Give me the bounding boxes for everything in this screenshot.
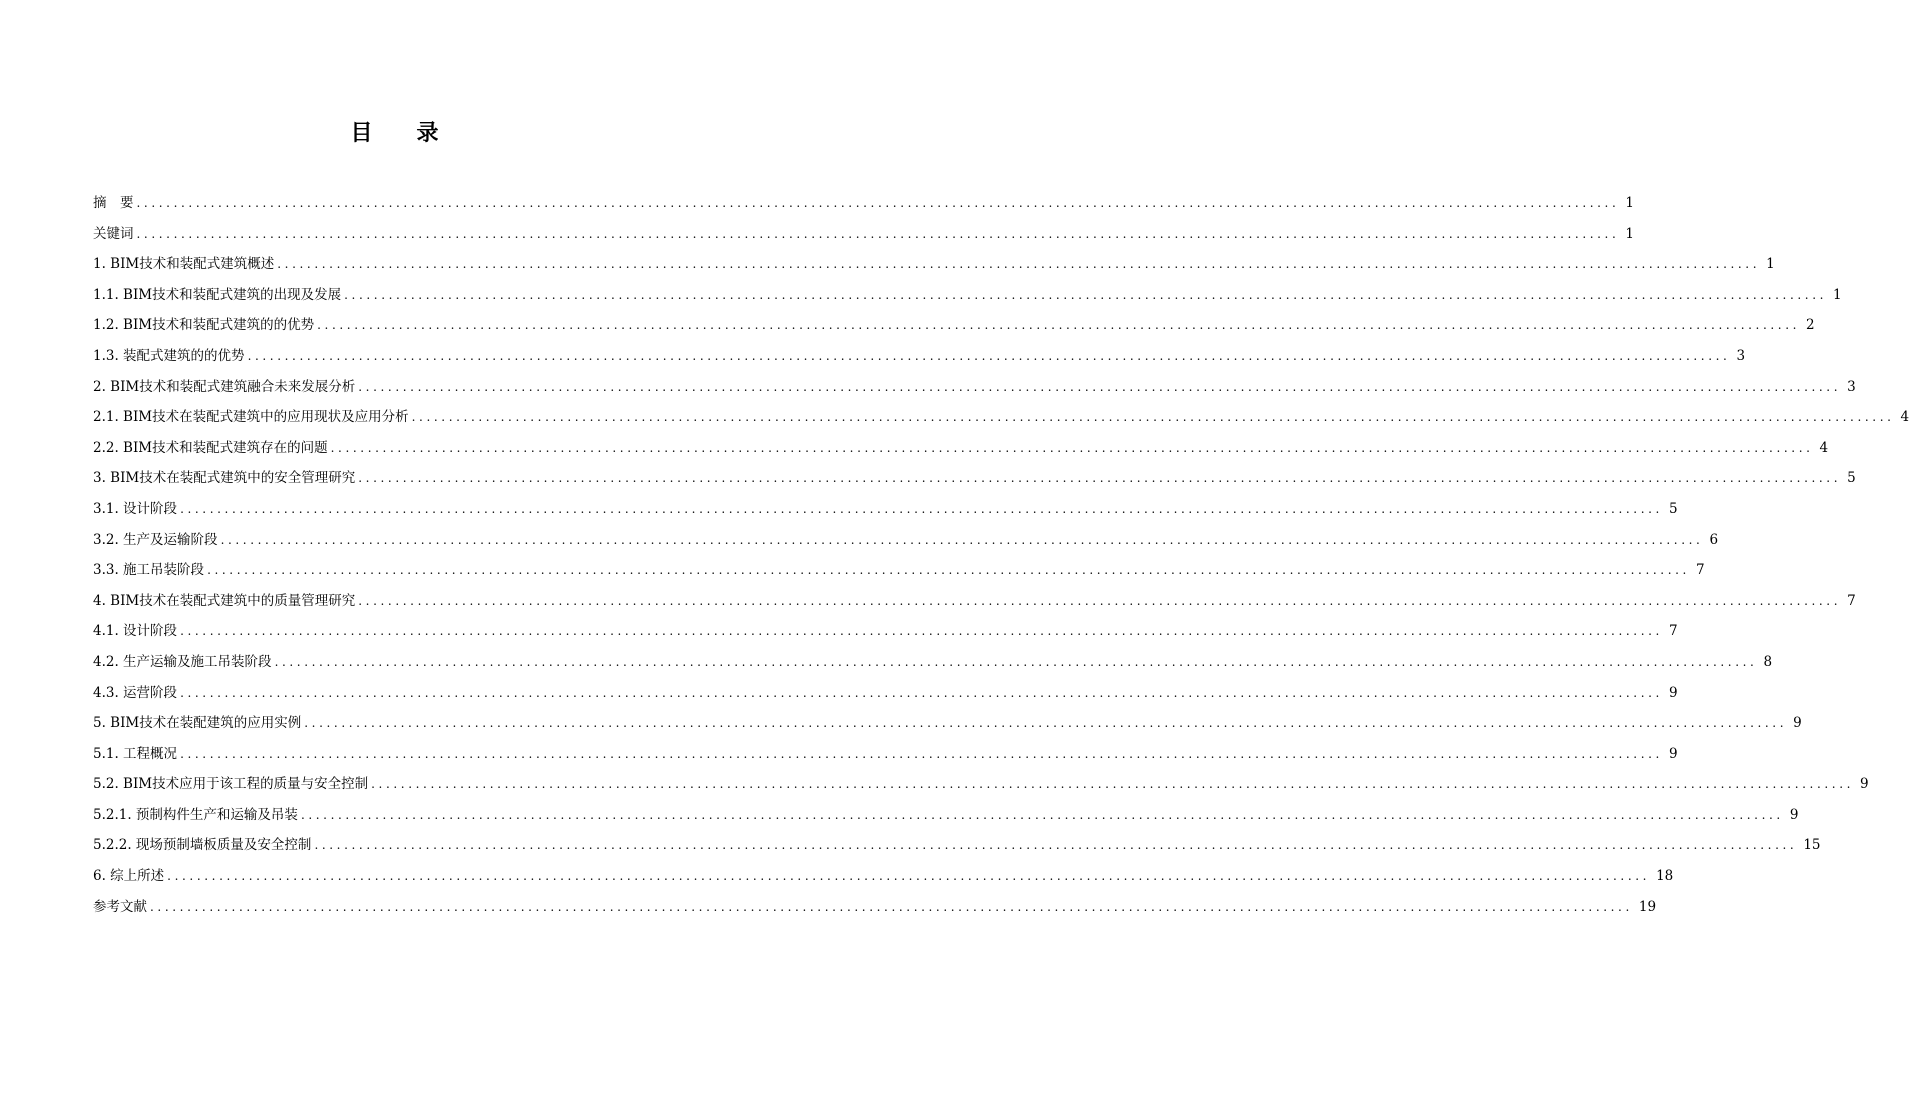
- toc-dot-leader: ........................................................................................................................................................................................................: [314, 838, 1798, 853]
- toc-entry[interactable]: [93, 219, 1634, 250]
- toc-entry[interactable]: [93, 708, 1802, 739]
- toc-entry[interactable]: [93, 433, 1829, 464]
- toc-entry-label: 关键词: [93, 225, 134, 242]
- toc-entry[interactable]: [93, 525, 1719, 556]
- toc-entry-label: 5.2.2. 现场预制墙板质量及安全控制: [93, 837, 312, 854]
- toc-entry[interactable]: [93, 372, 1856, 403]
- toc-entry-label: 5.2.1. 预制构件生产和运输及吊装: [93, 806, 298, 823]
- toc-dot-leader: ........................................................................................................................................................................................................: [180, 624, 1663, 639]
- toc-entry-page-number: 1: [1766, 256, 1775, 273]
- toc-entry-page-number: 9: [1793, 715, 1802, 732]
- toc-entry-page-number: 7: [1847, 592, 1856, 609]
- toc-entry[interactable]: [93, 678, 1678, 709]
- toc-entry[interactable]: [93, 739, 1678, 770]
- toc-dot-leader: ........................................................................................................................................................................................................: [167, 869, 1651, 884]
- toc-entry[interactable]: [93, 800, 1799, 831]
- toc-entry[interactable]: [93, 892, 1657, 923]
- toc-dot-leader: ........................................................................................................................................................................................................: [247, 348, 1731, 363]
- toc-entry-label: 1.1. BIM技术和装配式建筑的出现及发展: [93, 286, 342, 303]
- toc-entry[interactable]: [93, 280, 1842, 311]
- toc-entry-page-number: 1: [1833, 286, 1842, 303]
- toc-entry-label: 3.1. 设计阶段: [93, 500, 178, 517]
- toc-entry[interactable]: [93, 555, 1705, 586]
- toc-title: [0, 118, 789, 150]
- toc-dot-leader: ........................................................................................................................................................................................................: [358, 471, 1842, 486]
- toc-entry-label: 4.3. 运营阶段: [93, 684, 178, 701]
- toc-dot-leader: ........................................................................................................................................................................................................: [330, 440, 1814, 455]
- toc-entry-page-number: 18: [1656, 868, 1674, 885]
- toc-entry[interactable]: [93, 188, 1634, 219]
- toc-dot-leader: ........................................................................................................................................................................................................: [207, 563, 1690, 578]
- toc-entry[interactable]: [93, 310, 1815, 341]
- toc-entry-page-number: 5: [1668, 500, 1678, 517]
- toc-dot-leader: ........................................................................................................................................................................................................: [136, 226, 1620, 241]
- toc-entry-page-number: 2: [1806, 317, 1815, 334]
- toc-entry-label: 4. BIM技术在装配式建筑中的质量管理研究: [93, 592, 356, 609]
- toc-dot-leader: ........................................................................................................................................................................................................: [220, 532, 1704, 547]
- toc-dot-leader: ........................................................................................................................................................................................................: [358, 593, 1842, 608]
- table-of-contents: [93, 188, 1909, 922]
- toc-entry-page-number: 1: [1625, 195, 1634, 211]
- toc-entry[interactable]: [93, 647, 1773, 678]
- toc-entry[interactable]: [93, 830, 1821, 861]
- toc-entry-page-number: 19: [1638, 898, 1657, 915]
- toc-entry-page-number: 5: [1847, 470, 1856, 487]
- toc-entry-label: 4.2. 生产运输及施工吊装阶段: [93, 653, 272, 670]
- toc-entry-label: 2.2. BIM技术和装配式建筑存在的问题: [93, 439, 328, 456]
- toc-entry-label: 4.1. 设计阶段: [93, 623, 178, 640]
- toc-dot-leader: ........................................................................................................................................................................................................: [277, 257, 1761, 272]
- toc-entry-page-number: 4: [1819, 439, 1829, 456]
- toc-entry-page-number: 3: [1736, 347, 1746, 364]
- title-char-1: 目: [350, 121, 373, 146]
- toc-entry-label: 1.3. 装配式建筑的的优势: [93, 347, 245, 364]
- toc-dot-leader: ........................................................................................................................................................................................................: [180, 746, 1663, 761]
- toc-entry[interactable]: [93, 249, 1775, 280]
- toc-entry-page-number: 9: [1668, 745, 1678, 762]
- toc-dot-leader: ........................................................................................................................................................................................................: [317, 318, 1801, 333]
- toc-entry-page-number: 8: [1763, 653, 1773, 670]
- toc-entry-page-number: 7: [1668, 623, 1678, 640]
- toc-entry-page-number: 15: [1803, 837, 1821, 854]
- toc-entry-page-number: 6: [1709, 531, 1719, 548]
- toc-entry-page-number: 9: [1668, 684, 1678, 701]
- toc-entry-label: 5.1. 工程概况: [93, 745, 178, 762]
- toc-entry-label: 5.2. BIM技术应用于该工程的质量与安全控制: [93, 776, 369, 793]
- toc-entry[interactable]: [93, 861, 1674, 892]
- toc-dot-leader: ........................................................................................................................................................................................................: [358, 379, 1842, 394]
- toc-dot-leader: ........................................................................................................................................................................................................: [136, 196, 1620, 210]
- toc-entry-page-number: 9: [1789, 806, 1799, 823]
- toc-entry[interactable]: [93, 463, 1856, 494]
- toc-dot-leader: ........................................................................................................................................................................................................: [180, 501, 1663, 516]
- toc-dot-leader: ........................................................................................................................................................................................................: [300, 807, 1784, 822]
- toc-entry[interactable]: [93, 494, 1678, 525]
- toc-entry-label: 3. BIM技术在装配式建筑中的安全管理研究: [93, 470, 356, 487]
- toc-entry-label: 1. BIM技术和装配式建筑概述: [93, 256, 275, 273]
- toc-entry-page-number: 3: [1847, 378, 1856, 395]
- toc-entry-label: 6. 综上所述: [93, 868, 165, 885]
- title-char-2: 录: [416, 121, 439, 146]
- toc-entry-page-number: 1: [1625, 225, 1634, 242]
- toc-entry-label: 3.2. 生产及运输阶段: [93, 531, 218, 548]
- toc-entry-label: 5. BIM技术在装配建筑的应用实例: [93, 715, 302, 732]
- toc-entry-label: 参考文献: [93, 898, 147, 915]
- toc-dot-leader: ........................................................................................................................................................................................................: [180, 685, 1663, 700]
- toc-entry-page-number: 4: [1900, 409, 1909, 426]
- toc-dot-leader: ........................................................................................................................................................................................................: [304, 716, 1788, 731]
- toc-dot-leader: ........................................................................................................................................................................................................: [371, 777, 1855, 792]
- toc-entry-label: 2.1. BIM技术在装配式建筑中的应用现状及应用分析: [93, 409, 409, 426]
- toc-dot-leader: ........................................................................................................................................................................................................: [150, 899, 1633, 914]
- toc-entry-label: 2. BIM技术和装配式建筑融合未来发展分析: [93, 378, 356, 395]
- toc-dot-leader: ........................................................................................................................................................................................................: [411, 410, 1895, 425]
- toc-entry-label: 3.3. 施工吊装阶段: [93, 562, 205, 579]
- toc-entry-page-number: 7: [1695, 562, 1705, 579]
- toc-entry-page-number: 9: [1860, 776, 1869, 793]
- toc-dot-leader: ........................................................................................................................................................................................................: [274, 654, 1758, 669]
- toc-entry[interactable]: [93, 616, 1678, 647]
- toc-entry-label: 摘 要: [93, 195, 134, 211]
- toc-entry[interactable]: [93, 769, 1869, 800]
- toc-entry[interactable]: [93, 586, 1856, 617]
- toc-entry[interactable]: [93, 341, 1746, 372]
- toc-entry[interactable]: [93, 402, 1909, 433]
- toc-entry-label: 1.2. BIM技术和装配式建筑的的优势: [93, 317, 315, 334]
- toc-dot-leader: ........................................................................................................................................................................................................: [344, 287, 1828, 302]
